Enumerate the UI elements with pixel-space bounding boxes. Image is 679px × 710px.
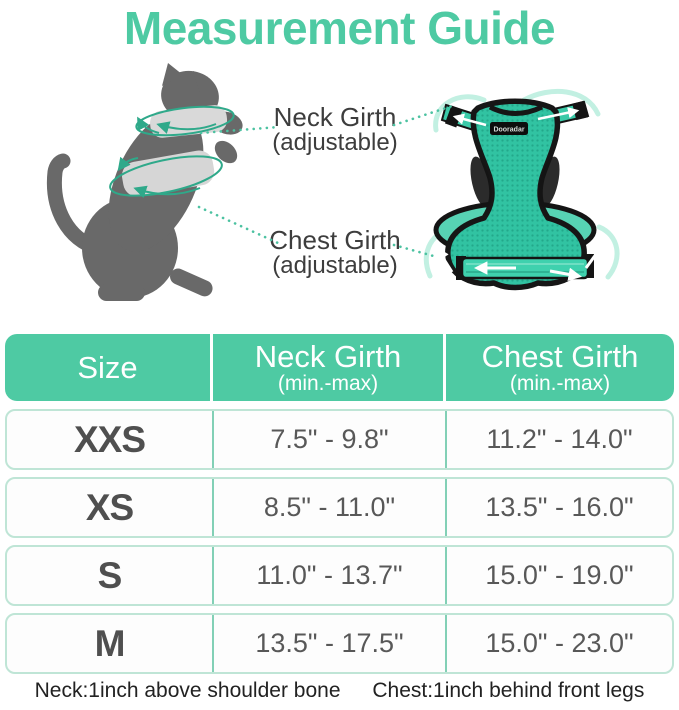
neck-girth-cell: 13.5" - 17.5" (212, 615, 445, 672)
size-table-header (5, 334, 674, 401)
header-neck-girth-label: Neck Girth (254, 339, 402, 374)
neck-girth-callout (250, 104, 420, 156)
header-chest-girth-sublabel: (min.-max) (509, 372, 611, 395)
table-row (5, 409, 674, 470)
table-row (5, 545, 674, 606)
header-size (5, 334, 210, 401)
chest-girth-cell: 15.0" - 19.0" (445, 547, 672, 604)
glow-arc-bottom-right (599, 227, 617, 277)
size-table (5, 334, 674, 674)
chest-note: Chest:1inch behind front legs (372, 679, 645, 702)
neck-girth-cell: 8.5" - 11.0" (212, 479, 445, 536)
header-size-label: Size (77, 350, 138, 385)
cat-silhouette-illustration (38, 60, 263, 315)
chest-girth-cell: 13.5" - 16.0" (445, 479, 672, 536)
measurement-figure (0, 0, 679, 335)
neck-girth-label: Neck Girth (273, 102, 397, 132)
brand-label-text: Dooradar (493, 126, 525, 134)
neck-girth-cell: 7.5" - 9.8" (212, 411, 445, 468)
table-row (5, 613, 674, 674)
header-neck-girth-sublabel: (min.-max) (277, 372, 379, 395)
chest-girth-cell: 15.0" - 23.0" (445, 615, 672, 672)
cat-hind-foot-2 (167, 266, 215, 299)
harness-illustration (420, 78, 630, 296)
size-cell: XXS (73, 418, 146, 460)
table-row (5, 477, 674, 538)
neck-girth-sublabel: (adjustable) (272, 129, 398, 156)
chest-girth-callout (250, 227, 420, 279)
size-cell: XS (85, 486, 134, 528)
header-chest-girth (443, 334, 674, 401)
measurement-note (0, 679, 679, 703)
page-title: Measurement Guide (123, 2, 556, 54)
neck-girth-cell: 11.0" - 13.7" (212, 547, 445, 604)
neck-note: Neck:1inch above shoulder bone (34, 679, 341, 702)
chest-girth-cell: 11.2" - 14.0" (445, 411, 672, 468)
header-neck-girth (210, 334, 443, 401)
chest-girth-label: Chest Girth (269, 225, 401, 255)
cat-front-paw (210, 136, 241, 167)
size-cell: S (97, 554, 122, 596)
size-table-body (5, 409, 674, 674)
header-chest-girth-label: Chest Girth (481, 339, 639, 374)
size-cell: M (94, 622, 125, 664)
cat-hind-foot (98, 284, 145, 301)
chest-girth-sublabel: (adjustable) (272, 252, 398, 279)
